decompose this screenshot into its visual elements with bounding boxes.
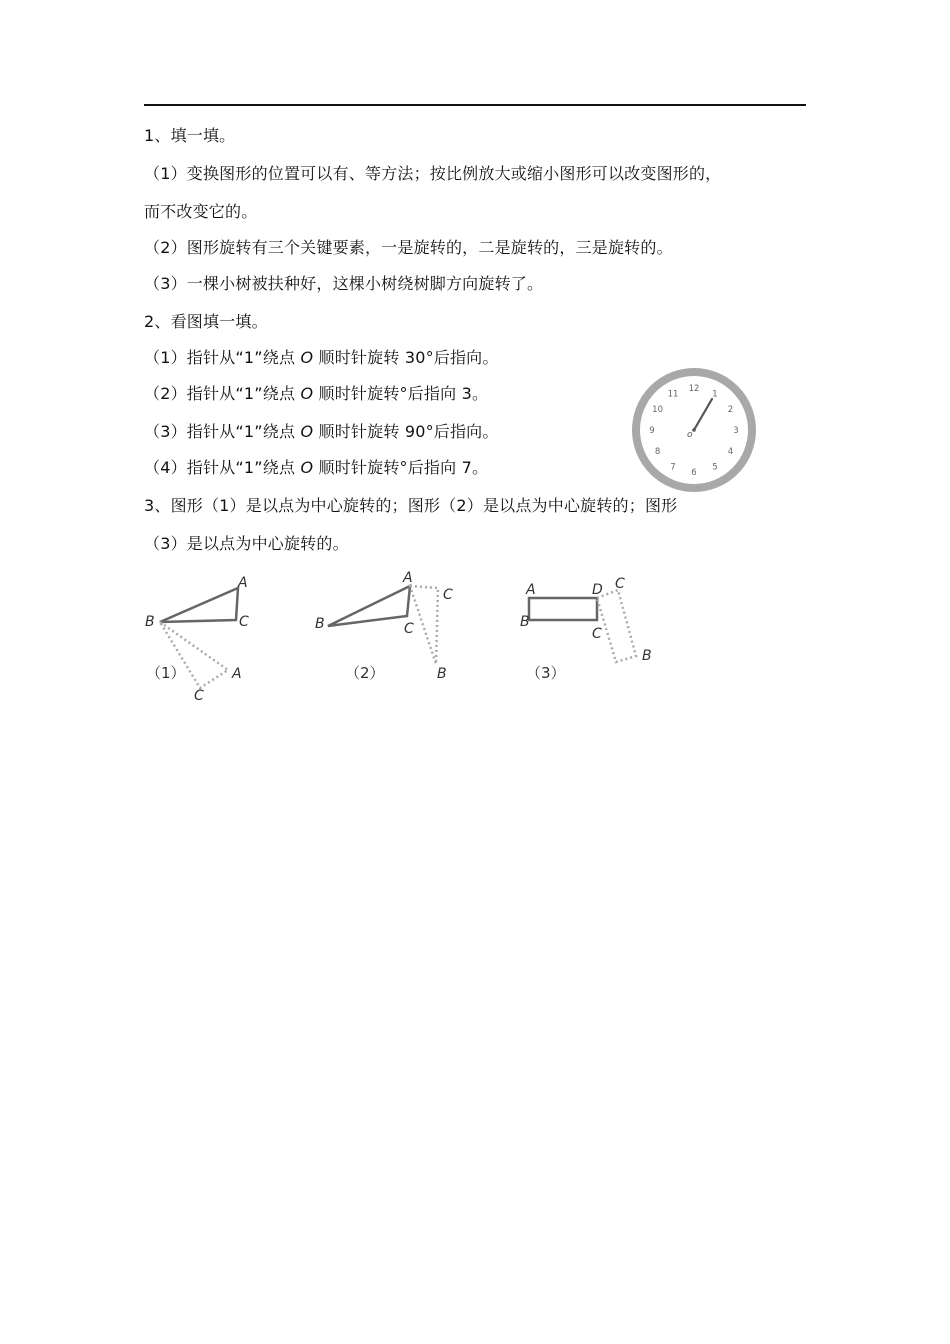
q2-item-1: （1）指针从“1”绕点 O 顺时针旋转 30°后指向。 — [144, 348, 499, 367]
fig3-label-b: B — [520, 614, 530, 630]
fig1-label-c: C — [239, 614, 249, 630]
clock-number-10: 10 — [652, 405, 664, 415]
fig1-triangle — [160, 588, 238, 622]
clock-figure — [628, 364, 760, 496]
q1-item2: （2）图形旋转有三个关键要素，一是旋转的，二是旋转的，三是旋转的。 — [144, 238, 673, 257]
q1-item1-line1: （1）变换图形的位置可以有、等方法；按比例放大或缩小图形可以改变图形的， — [144, 164, 722, 183]
figure-2 — [315, 570, 453, 682]
rotation-figures — [140, 564, 680, 714]
q3-line1: 3、图形（1）是以点为中心旋转的；图形（2）是以点为中心旋转的；图形 — [144, 496, 678, 515]
q2-item-3: （3）指针从“1”绕点 O 顺时针旋转 90°后指向。 — [144, 422, 499, 441]
fig2-label-a: A — [403, 570, 413, 586]
fig3-rectangle — [529, 598, 597, 620]
fig2-rotated-triangle — [410, 586, 438, 664]
fig2-label-b: B — [315, 616, 325, 632]
clock-number-5: 5 — [712, 462, 718, 473]
clock-number-4: 4 — [727, 447, 734, 457]
q1-heading: 1、填一填。 — [144, 126, 236, 145]
fig1-label-a2: A — [232, 666, 242, 682]
fig2-label-c2: C — [443, 587, 453, 603]
fig3-label-c: C — [592, 626, 602, 642]
clock-center-label: o — [687, 430, 693, 440]
clock-number-2: 2 — [727, 405, 734, 415]
fig3-rotated-rectangle — [597, 590, 636, 662]
fig3-label-c2: C — [615, 576, 625, 592]
fig3-label-a: A — [526, 582, 536, 598]
clock-number-9: 9 — [649, 426, 655, 436]
q2-item-4: （4）指针从“1”绕点 O 顺时针旋转°后指向 7。 — [144, 458, 489, 477]
header-rule — [144, 104, 806, 106]
q1-item3: （3）一棵小树被扶种好，这棵小树绕树脚方向旋转了。 — [144, 274, 544, 293]
fig3-caption: （3） — [526, 664, 566, 682]
clock-number-6: 6 — [691, 468, 697, 478]
fig3-label-b2: B — [642, 648, 652, 664]
clock-number-1: 1 — [712, 389, 718, 400]
fig2-triangle — [328, 586, 410, 626]
fig1-caption: （1） — [146, 664, 186, 682]
clock-number-7: 7 — [670, 462, 676, 473]
q3-line2: （3）是以点为中心旋转的。 — [144, 534, 349, 553]
clock-center — [692, 428, 696, 432]
fig1-label-c2: C — [194, 688, 204, 704]
fig2-label-c: C — [404, 621, 414, 637]
fig1-label-b: B — [145, 614, 155, 630]
fig2-label-b2: B — [437, 666, 447, 682]
clock-number-8: 8 — [654, 447, 661, 457]
clock-number-12: 12 — [688, 384, 700, 394]
fig2-caption: （2） — [345, 664, 385, 682]
q2-item-2: （2）指针从“1”绕点 O 顺时针旋转°后指向 3。 — [144, 384, 489, 403]
fig3-label-d: D — [592, 582, 603, 598]
figure-3 — [520, 576, 652, 682]
clock-number-11: 11 — [667, 389, 679, 400]
q1-item1-line2: 而不改变它的。 — [144, 202, 258, 221]
figure-1 — [145, 575, 249, 704]
fig1-label-a: A — [238, 575, 248, 591]
clock-number-3: 3 — [733, 426, 739, 436]
q2-heading: 2、看图填一填。 — [144, 312, 268, 331]
